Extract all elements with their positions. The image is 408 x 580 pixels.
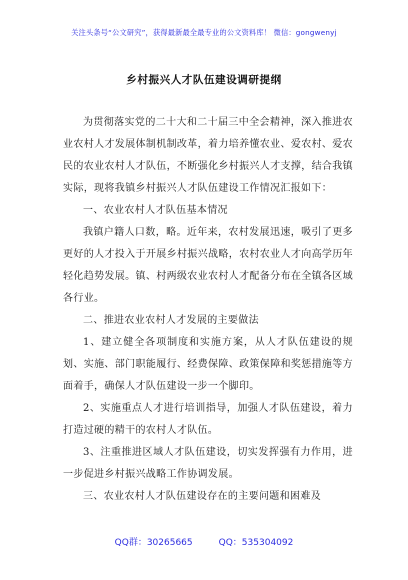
section-heading-3: 三、农业农村人才队伍建设存在的主要问题和困难及 — [83, 491, 322, 502]
list-item: 3、注重推进区域人才队伍建设，切实发挥强有力作用，进一步促进乡村振兴战略工作协调发展。 — [63, 447, 353, 480]
list-item: 2、实施重点人才进行培训指导，加强人才队伍建设，着力打造过硬的精干的农村人才队伍。 — [63, 403, 353, 436]
qq-number: QQ：535304092 — [218, 538, 294, 548]
document-body — [63, 112, 353, 508]
header-promo-note: 关注头条号“公文研究”，获得最新最全最专业的公文资料库！ 微信：gongwenyj — [71, 28, 337, 37]
footer-contact — [0, 535, 408, 548]
intro-paragraph: 为贯彻落实党的二十大和二十届三中全会精神，深入推进农业农村人才发展体制机制改革，着力培养懂农业、爱农村、爱农民的农业农村人才队伍，不断强化乡村振兴人才支撑，结合我镇实际，现将我镇乡村振兴人才队伍建设工作情况汇报如下： — [63, 117, 353, 194]
body-paragraph: 我镇户籍人口数，略。近年来，农村发展迅速，吸引了更多更好的人才投入于开展乡村振兴战略，农村农业人才向高学历年轻化趋势发展。镇、村两级农业农村人才配备分布在全镇各区域各行业。 — [63, 227, 353, 304]
section-heading-2: 二、推进农业农村人才发展的主要做法 — [83, 315, 259, 326]
qq-group-number: QQ群：30265665 — [114, 538, 193, 548]
section-heading-1: 一、农业农村人才队伍基本情况 — [83, 205, 228, 216]
document-title: 乡村振兴人才队伍建设调研提纲 — [126, 74, 282, 86]
list-item: 1、建立健全各项制度和实施方案，从人才队伍建设的规划、实施、部门职能履行、经费保障、政策保障和奖惩措施等方面着手，确保人才队伍建设一步一个脚印。 — [63, 337, 353, 392]
